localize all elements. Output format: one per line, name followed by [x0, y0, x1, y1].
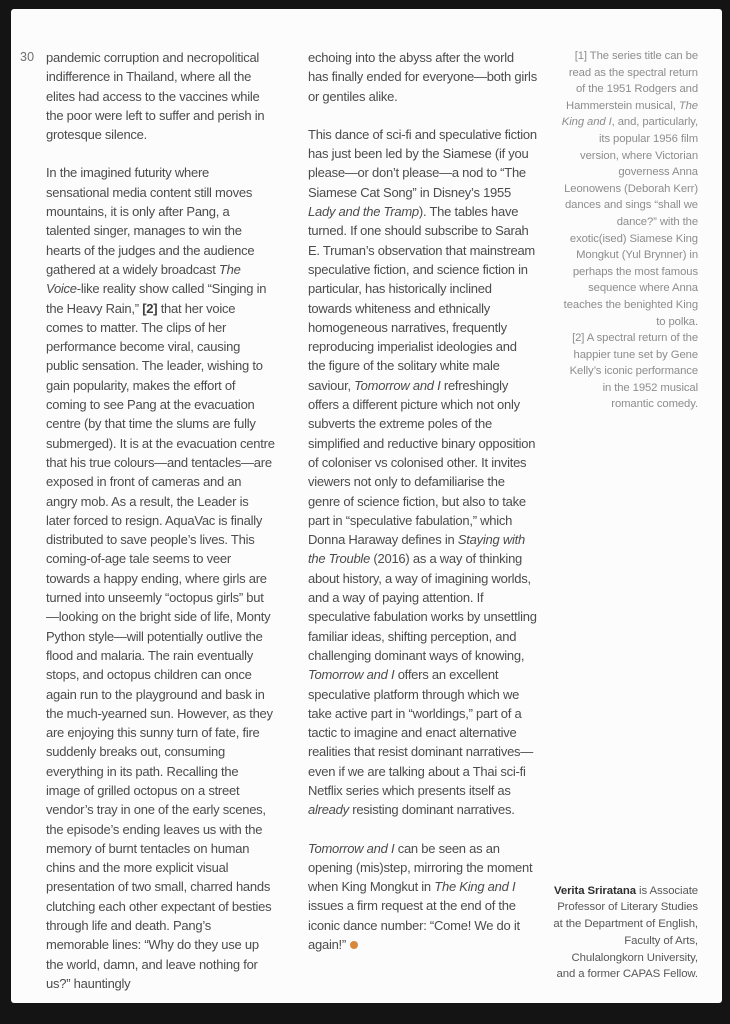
closing-paragraph-text: Tomorrow and I can be seen as an opening (mis)step, mirroring the moment when King Mongkut in The King and I issues a firm request at the end of the iconic dance number: “Come! We do it again!” [308, 840, 533, 953]
author-bio: Verita Sriratana is Associate Professor of Literary Studies at the Department of English, Faculty of Arts, Chulalongkorn University, and a former CAPAS Fellow. [553, 884, 698, 981]
body-paragraph: echoing into the abyss after the world has finally ended for everyone—both girls or gentiles alike. [308, 50, 537, 104]
footnotes-column [560, 48, 698, 413]
footnote-2: [2] A spectral return of the happier tune set by Gene Kelly’s iconic performance in the 1952 musical romantic comedy. [569, 332, 698, 411]
left-text-column [46, 48, 275, 1012]
body-paragraph: This dance of sci-fi and speculative fiction has just been led by the Siamese (if you please—or don’t please—a nod to “The Siamese Cat Song” in Disney’s 1955 Lady and the Tramp). The tables have turned. If one should subscribe to Sarah E. Truman’s observation that mainstream speculative fiction, and science fiction in particular, has historically inclined towards whiteness and ethnically homogeneous narratives, frequently reproducing imperialist ideologies and the figure of the solitary white male saviour, Tomorrow and I refreshingly offers a different picture which not only subverts the extreme poles of the simplified and reductive binary opposition of coloniser vs colonised other. It invites viewers not only to defamiliarise the genre of science fiction, but also to take part in “speculative fabulation,” which Donna Haraway defines in Staying with the Trouble (2016) as a way of thinking about history, a way of imagining worlds, and a way of paying attention. If speculative fabulation works by unsettling familiar ideas, shifting perception, and challenging dominant ways of knowing, Tomorrow and I offers an excellent speculative platform through which we take active part in “worldings,” part of a tactic to imagine and enact alternative realities that resist dominant narratives—even if we are talking about a Thai sci-fi Netflix series which presents itself as already resisting dominant narratives. [308, 126, 537, 818]
body-paragraph: In the imagined futurity where sensational media content still moves mountains, it is only after Pang, a talented singer, manages to win the hearts of the judges and the audience gathered at a widely broadcast The Voice-like reality show called “Singing in the Heavy Rain,” [2] that her voice comes to matter. The clips of her performance become viral, causing public sensation. The leader, wishing to gain popularity, makes the effort of coming to see Pang at the evacuation centre (by that time the slums are fully submerged). It is at the evacuation centre that his true colours—and tentacles—are exposed in front of cameras and an angry mob. As a result, the Leader is later forced to resign. AquaVac is finally distributed to save people’s lives. This coming-of-age tale seems to veer towards a happy ending, where girls are turned into unseemly “octopus girls” but—looking on the bright side of life, Monty Python style—will potentially outlive the flood and malaria. The rain eventually stops, and octopus children can once again run to the playground and bask in the much-yearned sun. However, as they are enjoying this sunny turn of fate, fire suddenly breaks out, consuming everything in its path. Recalling the image of grilled octopus on a street vendor’s tray in one of the early scenes, the episode’s ending leaves us with the memory of burnt tentacles on human chins and the more explicit visual presentation of two small, charred hands clutching each other expectant of besties through life and death. Pang’s memorable lines: “Why do they use up the world, damn, and leave nothing for us?” hauntingly [46, 165, 275, 991]
middle-text-column [308, 48, 537, 973]
page-number: 30 [20, 50, 35, 64]
body-paragraph: pandemic corruption and necropolitical indifference in Thailand, where all the elites had access to the vaccines while the poor were left to suffer and perish in grotesque silence. [46, 50, 265, 143]
end-of-article-dot-icon [350, 941, 358, 949]
magazine-page [11, 9, 722, 1003]
footnote-1: [1] The series title can be read as the spectral return of the 1951 Rodgers and Hammerstein musical, The King and I, and, particularly, its popular 1956 film version, where Victorian governess Anna Leonowens (Deborah Kerr) dances and sings “shall we dance?” with the exotic(ised) Siamese King Mongkut (Yul Brynner) in perhaps the most famous sequence where Anna teaches the benighted King to polka. [561, 50, 698, 328]
closing-paragraph [308, 839, 537, 955]
